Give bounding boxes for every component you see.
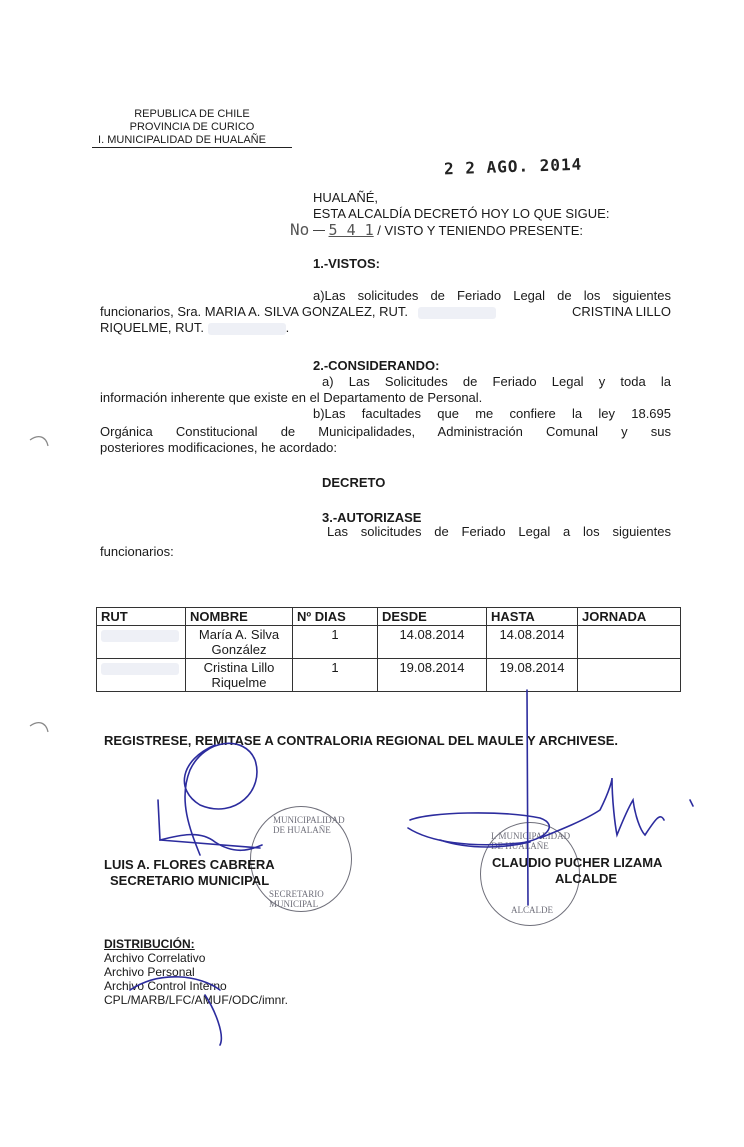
vistos-a-line2-end: CRISTINA LILLO xyxy=(572,304,671,319)
col-hasta: HASTA xyxy=(487,608,578,626)
city-line: HUALAÑÉ, xyxy=(313,190,379,205)
decree-line: ESTA ALCALDÍA DECRETÓ HOY LO QUE SIGUE: xyxy=(313,206,610,221)
alcalde-title: ALCALDE xyxy=(555,871,618,886)
letterhead-municipality: I. MUNICIPALIDAD DE HUALAÑE xyxy=(92,134,292,148)
col-rut: RUT xyxy=(97,608,186,626)
cell-hasta: 14.08.2014 xyxy=(487,626,578,659)
vistos-a-line1: a)Las solicitudes de Feriado Legal de los siguientes xyxy=(313,288,671,303)
decreto-heading: DECRETO xyxy=(322,475,386,490)
distribucion-heading: DISTRIBUCIÓN: xyxy=(104,937,195,951)
nombre-line2: Riquelme xyxy=(211,675,267,690)
col-nombre: NOMBRE xyxy=(186,608,293,626)
registrese-line: REGISTRESE, REMITASE A CONTRALORIA REGIONAL DEL MAULE Y ARCHIVESE. xyxy=(104,733,619,748)
vistos-a-line3-text: RIQUELME, RUT. xyxy=(100,320,205,335)
considerando-b-line2: Orgánica Constitucional de Municipalidades, Administración Comunal y sus xyxy=(100,424,671,439)
secretario-title: SECRETARIO MUNICIPAL xyxy=(110,873,270,888)
cell-hasta: 19.08.2014 xyxy=(487,659,578,692)
vistos-a-line3-end: . xyxy=(285,320,290,335)
letterhead-province: PROVINCIA DE CURICO xyxy=(129,121,255,133)
decree-number-prefix: No xyxy=(290,220,310,239)
cell-dias: 1 xyxy=(293,626,378,659)
col-dias: Nº DIAS xyxy=(293,608,378,626)
autorizase-line1: Las solicitudes de Feriado Legal a los siguientes xyxy=(327,524,671,539)
seal-alcalde-top: I. MUNICIPALIDAD DE HUALAÑE xyxy=(491,831,571,851)
considerando-a-line1: a) Las Solicitudes de Feriado Legal y toda la xyxy=(322,374,671,389)
considerando-b-line3: posteriores modificaciones, he acordado: xyxy=(100,440,338,455)
nombre-line2: González xyxy=(211,642,267,657)
col-jornada: JORNADA xyxy=(578,608,681,626)
decree-number-line: No 5 4 1 / VISTO Y TENIENDO PRESENTE: xyxy=(290,220,583,239)
considerando-b-line1: b)Las facultades que me confiere la ley 18.695 xyxy=(313,406,671,421)
cell-desde: 14.08.2014 xyxy=(378,626,487,659)
nombre-line1: Cristina Lillo xyxy=(203,660,275,675)
col-desde: DESDE xyxy=(378,608,487,626)
cell-dias: 1 xyxy=(293,659,378,692)
vistos-a-line2-start: funcionarios, Sra. MARIA A. SILVA GONZALEZ, RUT. xyxy=(100,304,409,319)
visto-line: VISTO Y TENIENDO PRESENTE: xyxy=(384,223,583,238)
decree-number: 5 4 1 xyxy=(328,221,374,239)
list-item: CPL/MARB/LFC/AMUF/ODC/imnr. xyxy=(104,993,289,1007)
list-item: Archivo Control Interno xyxy=(104,979,227,993)
seal-secretario-top: MUNICIPALIDAD DE HUALAÑE xyxy=(273,815,345,835)
seal-secretario-bottom: SECRETARIO MUNICIPAL xyxy=(269,889,324,909)
vistos-heading: 1.-VISTOS: xyxy=(313,256,380,271)
list-item: Archivo Correlativo xyxy=(104,951,206,965)
alcalde-name: CLAUDIO PUCHER LIZAMA xyxy=(492,855,663,870)
date-stamp: 2 2 AGO. 2014 xyxy=(443,154,583,179)
seal-alcalde-bottom: ALCALDE xyxy=(511,905,553,915)
list-item: Archivo Personal xyxy=(104,965,195,979)
nombre-line1: María A. Silva xyxy=(198,627,280,642)
considerando-a-line2: información inherente que existe en el Departamento de Personal. xyxy=(100,390,483,405)
considerando-heading: 2.-CONSIDERANDO: xyxy=(313,358,440,373)
letterhead-country: REPUBLICA DE CHILE xyxy=(134,108,250,120)
cell-desde: 19.08.2014 xyxy=(378,659,487,692)
autorizase-heading: 3.-AUTORIZASE xyxy=(322,510,422,525)
autorizase-line2: funcionarios: xyxy=(100,544,174,559)
secretario-name: LUIS A. FLORES CABRERA xyxy=(104,857,275,872)
